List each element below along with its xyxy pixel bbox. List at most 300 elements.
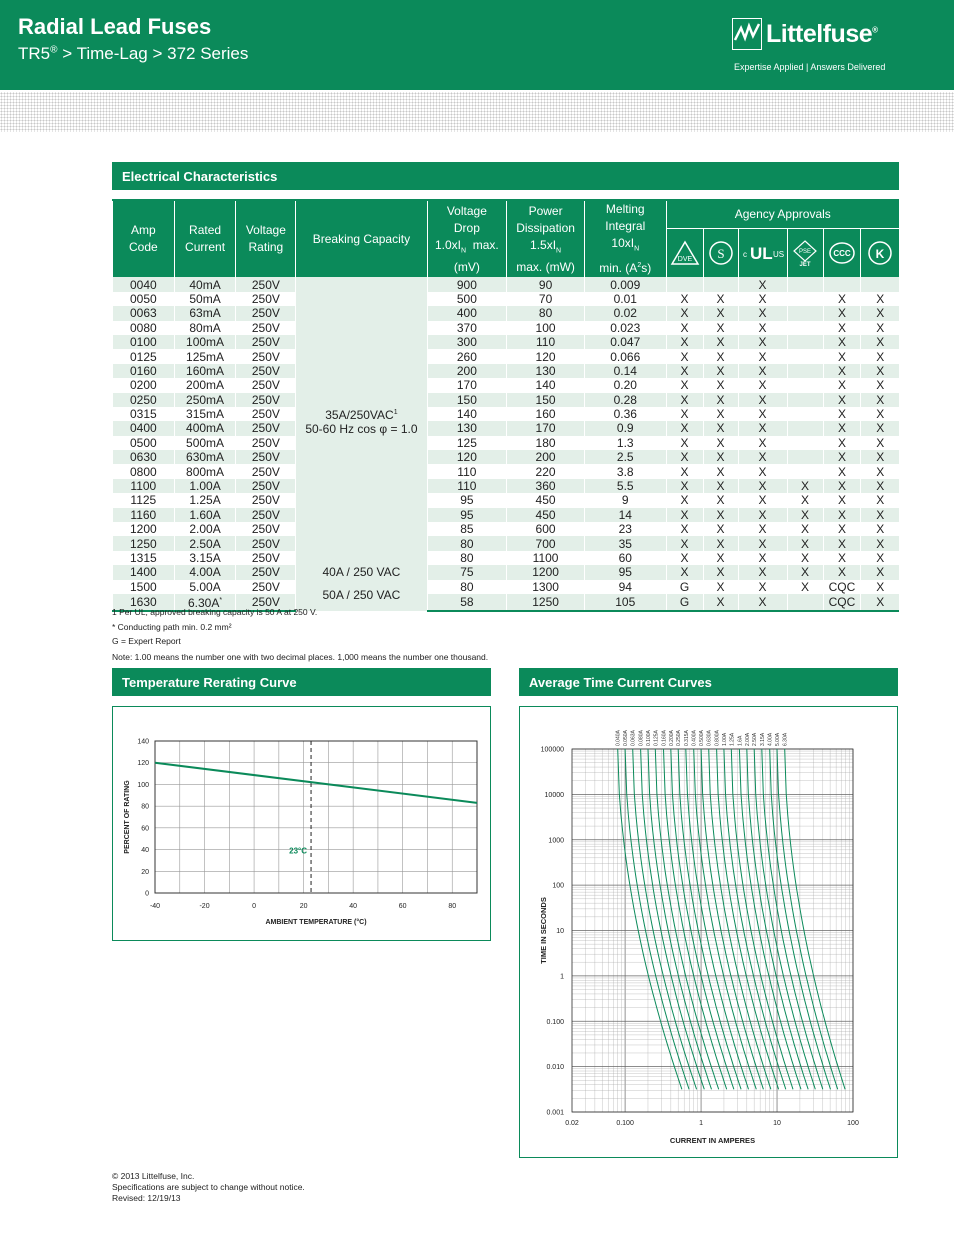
cell-power-dissipation: 70 <box>507 292 585 306</box>
table-row <box>113 321 900 335</box>
svg-text:CCC: CCC <box>833 249 851 259</box>
breaking-capacity-value: 35A/250VAC <box>325 408 394 423</box>
cell-voltage-rating: 250V <box>236 393 296 407</box>
cell-approval-cul-us: X <box>738 580 787 594</box>
cell-rated-current-value: 1.25A <box>189 493 221 508</box>
cell-amp-code: 0160 <box>113 364 175 378</box>
table-row <box>113 335 900 349</box>
cell-power-dissipation: 450 <box>507 508 585 522</box>
cell-approval-semko: X <box>703 565 738 579</box>
cell-amp-code: 0100 <box>113 335 175 349</box>
time-current-title: Average Time Current Curves <box>529 675 712 690</box>
y-tick-label: 0.100 <box>546 1018 564 1026</box>
table-row <box>113 306 900 320</box>
note-ul <box>112 605 488 620</box>
cell-rated-current-value: 5.00A <box>189 579 221 594</box>
cell-approval-pse <box>787 421 823 435</box>
y-tick-label: 0.001 <box>546 1109 564 1117</box>
page-footer <box>112 1171 305 1204</box>
cell-amp-code: 0063 <box>113 306 175 320</box>
cell-rated-current <box>174 393 236 407</box>
cell-voltage-rating: 250V <box>236 421 296 435</box>
hvd-l3b: max. <box>466 237 499 252</box>
cell-rated-current-value: 1.00A <box>189 479 221 494</box>
cell-approval-cul-us: X <box>738 393 787 407</box>
cul-us-icon <box>738 228 787 277</box>
cell-approval-semko: X <box>703 580 738 594</box>
table-notes <box>112 605 488 664</box>
cell-amp-code: 1315 <box>113 551 175 565</box>
hpd-l4: max. (mW) <box>516 259 575 274</box>
cell-approval-kc: X <box>861 479 899 493</box>
hpd-sub: N <box>556 246 562 254</box>
electrical-characteristics-title: Electrical Characteristics <box>122 169 278 184</box>
cell-rated-current <box>174 508 236 522</box>
breaking-capacity-value: 40A / 250 VAC <box>322 565 401 580</box>
cell-voltage-drop: 80 <box>427 580 507 594</box>
cell-approval-kc: X <box>861 393 899 407</box>
cell-melting-integral: 1.3 <box>584 436 666 450</box>
cell-voltage-drop: 200 <box>427 364 507 378</box>
footer-revised: Revised: 12/19/13 <box>112 1193 181 1203</box>
cell-approval-ccc: X <box>823 464 861 478</box>
table-row <box>113 393 900 407</box>
cell-melting-integral: 0.9 <box>584 421 666 435</box>
table-row <box>113 508 900 522</box>
semko-icon <box>703 228 738 277</box>
cell-approval-semko: X <box>703 378 738 392</box>
curve-label: 1.25A <box>729 732 736 746</box>
curve-label: 5.00A <box>775 732 781 746</box>
derating-curve <box>155 763 477 803</box>
svg-text:S: S <box>716 246 725 262</box>
cell-approval-cul-us: X <box>738 407 787 421</box>
cell-rated-current <box>174 565 236 579</box>
cell-approval-semko: X <box>703 493 738 507</box>
cell-approval-semko: X <box>703 551 738 565</box>
cell-power-dissipation: 140 <box>507 378 585 392</box>
table-row <box>113 349 900 363</box>
cell-approval-cul-us: X <box>738 364 787 378</box>
cell-approval-kc: X <box>861 508 899 522</box>
cell-rated-current <box>174 292 236 306</box>
cell-approval-semko: X <box>703 450 738 464</box>
cell-amp-code: 1630 <box>113 594 175 611</box>
cell-approval-pse: X <box>787 522 823 536</box>
hmi-sub: N <box>634 245 640 253</box>
cell-approval-cul-us: X <box>738 306 787 320</box>
cell-rated-current <box>174 551 236 565</box>
cell-approval-ccc: X <box>823 292 861 306</box>
subtitle-reg-mark: ® <box>50 44 58 56</box>
table-row <box>113 464 900 478</box>
cell-approval-semko: X <box>703 436 738 450</box>
x-tick-label: 100 <box>847 1120 859 1127</box>
cell-melting-integral: 0.28 <box>584 393 666 407</box>
cell-power-dissipation: 1200 <box>507 565 585 579</box>
cell-voltage-drop: 75 <box>427 565 507 579</box>
curve-label: 0.063A <box>630 730 637 746</box>
cell-voltage-drop: 500 <box>427 292 507 306</box>
curve-label: 1.00A <box>721 732 728 746</box>
x-tick-label: 60 <box>398 903 407 910</box>
cell-amp-code: 1160 <box>113 508 175 522</box>
cell-rated-current-value: 500mA <box>186 435 225 450</box>
cell-approval-kc: X <box>861 594 899 611</box>
curve-label: 0.500A <box>699 730 706 746</box>
time-current-chart <box>520 707 897 1157</box>
cell-approval-pse <box>787 349 823 363</box>
footer-disclaimer: Specifications are subject to change without notice. <box>112 1182 305 1192</box>
cell-rated-current-value: 1.60A <box>189 507 221 522</box>
cell-voltage-drop: 370 <box>427 321 507 335</box>
y-tick-label: 20 <box>141 868 149 876</box>
curve-line <box>655 749 718 1089</box>
x-tick-label: 0.02 <box>565 1120 579 1127</box>
curve-label: 0.630A <box>706 730 713 746</box>
littelfuse-mark-icon <box>732 18 762 50</box>
cell-approval-semko: X <box>703 421 738 435</box>
cell-approval-vde: X <box>666 536 703 550</box>
cell-power-dissipation: 160 <box>507 407 585 421</box>
cell-rated-current <box>174 536 236 550</box>
svg-text:K: K <box>875 247 885 262</box>
cell-voltage-drop: 300 <box>427 335 507 349</box>
cell-approval-pse <box>787 450 823 464</box>
kc-icon <box>861 228 899 277</box>
cell-approval-semko: X <box>703 536 738 550</box>
cell-voltage-rating: 250V <box>236 493 296 507</box>
electrical-characteristics-bar <box>112 162 899 190</box>
table-row <box>113 551 900 565</box>
cell-amp-code: 0250 <box>113 393 175 407</box>
cell-approval-kc: X <box>861 450 899 464</box>
cell-rated-current <box>174 522 236 536</box>
cell-approval-vde: X <box>666 493 703 507</box>
cell-voltage-rating: 250V <box>236 436 296 450</box>
curve-label: 6.30A <box>782 732 789 746</box>
cell-approval-kc: X <box>861 407 899 421</box>
table-row <box>113 580 900 594</box>
curve-label: 0.800A <box>714 730 721 746</box>
curve-label: 0.315A <box>683 730 690 746</box>
cell-approval-cul-us: X <box>738 378 787 392</box>
brand-tagline: Expertise Applied | Answers Delivered <box>734 62 886 72</box>
cell-power-dissipation: 170 <box>507 421 585 435</box>
cell-power-dissipation: 700 <box>507 536 585 550</box>
header-voltage-rating-l2: Rating <box>248 240 284 255</box>
header-voltage-rating <box>236 200 296 277</box>
cell-approval-semko: X <box>703 349 738 363</box>
cell-voltage-drop: 400 <box>427 306 507 320</box>
cell-approval-pse <box>787 393 823 407</box>
cell-voltage-drop: 110 <box>427 464 507 478</box>
cell-approval-ccc: X <box>823 508 861 522</box>
cell-voltage-drop: 120 <box>427 450 507 464</box>
cell-approval-cul-us: X <box>738 551 787 565</box>
cell-amp-code: 1400 <box>113 565 175 579</box>
svg-text:c: c <box>742 250 747 260</box>
cell-approval-ccc: X <box>823 378 861 392</box>
y-tick-label: 0 <box>145 890 149 898</box>
cell-approval-cul-us: X <box>738 450 787 464</box>
cell-approval-kc: X <box>861 349 899 363</box>
cell-melting-integral: 0.009 <box>584 277 666 291</box>
cell-approval-vde: X <box>666 565 703 579</box>
cell-melting-integral: 94 <box>584 580 666 594</box>
cell-amp-code: 1500 <box>113 580 175 594</box>
cell-voltage-drop: 140 <box>427 407 507 421</box>
curve-label: 3.15A <box>759 732 766 746</box>
cell-approval-ccc: X <box>823 479 861 493</box>
curve-label: 0.080A <box>638 730 645 746</box>
cell-approval-ccc <box>823 277 861 291</box>
cell-power-dissipation: 130 <box>507 364 585 378</box>
cell-approval-semko: X <box>703 321 738 335</box>
subtitle-path: > Time-Lag > 372 Series <box>57 44 249 63</box>
page-subtitle <box>18 44 248 64</box>
cell-approval-vde: X <box>666 306 703 320</box>
cell-amp-code: 1250 <box>113 536 175 550</box>
cell-rated-current-value: 100mA <box>186 335 225 350</box>
cell-approval-ccc: X <box>823 421 861 435</box>
note-decimal <box>112 650 488 665</box>
cell-rated-current <box>174 306 236 320</box>
cell-approval-semko: X <box>703 479 738 493</box>
electrical-characteristics-table <box>112 199 899 612</box>
x-axis-label: CURRENT IN AMPERES <box>669 1136 756 1145</box>
cell-rated-current-value: 4.00A <box>189 565 221 580</box>
hvd-l2: Drop <box>453 220 480 235</box>
footer-copyright: © 2013 Littelfuse, Inc. <box>112 1171 195 1181</box>
cell-rated-current-value: 6.30A <box>188 595 220 610</box>
note-expert-report <box>112 634 488 649</box>
cell-voltage-drop: 130 <box>427 421 507 435</box>
cell-voltage-drop: 260 <box>427 349 507 363</box>
cell-approval-cul-us: X <box>738 565 787 579</box>
hvd-l1: Voltage <box>446 203 487 218</box>
cell-rated-current <box>174 464 236 478</box>
cell-approval-kc: X <box>861 321 899 335</box>
cell-approval-cul-us: X <box>738 421 787 435</box>
cell-approval-ccc: X <box>823 565 861 579</box>
cell-approval-cul-us: X <box>738 508 787 522</box>
cell-approval-pse: X <box>787 551 823 565</box>
cell-rated-current-value: 80mA <box>189 320 221 335</box>
cell-rated-current <box>174 479 236 493</box>
cell-amp-code: 0080 <box>113 321 175 335</box>
y-axis-label: PERCENT OF RATING <box>124 780 131 854</box>
cell-rated-current-value: 125mA <box>186 349 225 364</box>
cell-approval-cul-us: X <box>738 493 787 507</box>
hmi-l4b: s) <box>641 261 652 276</box>
cell-approval-vde: X <box>666 393 703 407</box>
cell-power-dissipation: 600 <box>507 522 585 536</box>
cell-rated-current-value: 2.00A <box>189 522 221 537</box>
cell-approval-vde: X <box>666 522 703 536</box>
cell-approval-semko: X <box>703 522 738 536</box>
curve-label: 0.400A <box>691 730 698 746</box>
cell-approval-pse: X <box>787 493 823 507</box>
table-row <box>113 479 900 493</box>
cell-approval-kc: X <box>861 536 899 550</box>
y-tick-label: 0.010 <box>546 1064 564 1072</box>
cell-amp-code: 0800 <box>113 464 175 478</box>
cell-voltage-drop: 85 <box>427 522 507 536</box>
derating-title: Temperature Rerating Curve <box>122 675 297 690</box>
cell-approval-semko <box>703 277 738 291</box>
breaking-capacity-frequency: 50-60 Hz cos φ = 1.0 <box>305 422 418 437</box>
cell-voltage-rating: 250V <box>236 364 296 378</box>
plot-frame <box>155 741 477 893</box>
cell-melting-integral: 60 <box>584 551 666 565</box>
svg-text:DVE: DVE <box>677 256 692 264</box>
cell-power-dissipation: 200 <box>507 450 585 464</box>
cell-melting-integral: 5.5 <box>584 479 666 493</box>
curve-label: 0.125A <box>653 730 660 746</box>
hmi-l1: Melting <box>605 202 645 216</box>
hvd-sub: N <box>461 246 467 254</box>
note-decimal-text: Note: 1.00 means the number one with two decimal places. 1,000 means the number one thousand. <box>112 651 489 662</box>
cell-melting-integral: 0.01 <box>584 292 666 306</box>
cell-rated-current <box>174 277 236 291</box>
header-power-dissipation <box>507 200 585 277</box>
curve-label: 4.00A <box>767 732 774 746</box>
cell-amp-code: 0040 <box>113 277 175 291</box>
cell-power-dissipation: 360 <box>507 479 585 493</box>
cell-voltage-drop: 170 <box>427 378 507 392</box>
hvd-l3: 1.0xI <box>434 237 461 252</box>
cell-voltage-rating: 250V <box>236 407 296 421</box>
y-tick-label: 1000 <box>548 837 564 845</box>
y-tick-label: 100 <box>137 781 149 789</box>
cell-approval-kc: X <box>861 306 899 320</box>
table-row <box>113 378 900 392</box>
cell-voltage-drop: 80 <box>427 551 507 565</box>
cell-rated-current <box>174 349 236 363</box>
cell-rated-current <box>174 493 236 507</box>
cell-approval-kc <box>861 277 899 291</box>
cell-power-dissipation: 1300 <box>507 580 585 594</box>
cell-approval-vde: X <box>666 436 703 450</box>
cell-approval-ccc: X <box>823 335 861 349</box>
cell-approval-pse: X <box>787 508 823 522</box>
cell-breaking-capacity <box>296 277 427 565</box>
cell-melting-integral: 9 <box>584 493 666 507</box>
header-rated-current-l1: Rated <box>189 223 222 238</box>
brand-text: Littelfuse <box>766 20 873 48</box>
cell-approval-vde: X <box>666 421 703 435</box>
cell-melting-integral: 0.36 <box>584 407 666 421</box>
cell-approval-vde: X <box>666 464 703 478</box>
cell-approval-cul-us: X <box>738 335 787 349</box>
cell-voltage-rating: 250V <box>236 349 296 363</box>
curve-label: 0.160A <box>661 730 668 746</box>
page-header <box>0 0 954 90</box>
hmi-sup: 2 <box>637 262 642 270</box>
cell-melting-integral: 35 <box>584 536 666 550</box>
cell-approval-pse <box>787 594 823 611</box>
cell-approval-semko: X <box>703 292 738 306</box>
cell-approval-pse: X <box>787 580 823 594</box>
x-tick-label: 10 <box>773 1120 781 1127</box>
cell-approval-vde: G <box>666 594 703 611</box>
cell-voltage-drop: 58 <box>427 594 507 611</box>
ccc-icon <box>823 228 861 277</box>
curve-label: 0.100A <box>646 730 652 746</box>
cell-approval-semko: X <box>703 407 738 421</box>
cell-approval-ccc: X <box>823 393 861 407</box>
table-row <box>113 407 900 421</box>
cell-voltage-rating: 250V <box>236 292 296 306</box>
table-row <box>113 565 900 579</box>
cell-approval-vde: X <box>666 321 703 335</box>
y-tick-label: 120 <box>137 760 149 768</box>
cell-approval-pse <box>787 321 823 335</box>
cell-approval-pse: X <box>787 565 823 579</box>
header-rated-current <box>174 200 236 277</box>
table-row <box>113 493 900 507</box>
cell-rated-current-value: 3.15A <box>189 551 221 565</box>
cell-voltage-drop: 110 <box>427 479 507 493</box>
cell-rated-current <box>174 378 236 392</box>
cell-rated-current-sup: * <box>219 596 223 604</box>
hvd-l4: (mV) <box>453 259 480 274</box>
cell-approval-semko: X <box>703 508 738 522</box>
cell-approval-pse: X <box>787 536 823 550</box>
cell-melting-integral: 23 <box>584 522 666 536</box>
curve-label: 0.200A <box>668 730 675 746</box>
cell-rated-current-value: 50mA <box>189 291 221 306</box>
cell-voltage-rating: 250V <box>236 464 296 478</box>
cell-voltage-drop: 900 <box>427 277 507 291</box>
cell-rated-current-value: 2.50A <box>189 536 221 551</box>
cell-voltage-rating: 250V <box>236 277 296 291</box>
cell-rated-current <box>174 335 236 349</box>
cell-approval-ccc: CQC <box>823 580 861 594</box>
header-voltage-rating-l1: Voltage <box>245 223 286 238</box>
cell-approval-pse <box>787 364 823 378</box>
cell-approval-vde: X <box>666 335 703 349</box>
cell-voltage-rating: 250V <box>236 321 296 335</box>
cell-approval-kc: X <box>861 292 899 306</box>
cell-rated-current <box>174 421 236 435</box>
curve-label: 1.6A <box>737 735 744 746</box>
cell-voltage-drop: 80 <box>427 536 507 550</box>
cell-approval-cul-us: X <box>738 536 787 550</box>
cell-approval-pse: X <box>787 479 823 493</box>
cell-voltage-rating: 250V <box>236 580 296 594</box>
cell-voltage-rating: 250V <box>236 306 296 320</box>
cell-power-dissipation: 150 <box>507 393 585 407</box>
y-tick-label: 140 <box>137 738 149 746</box>
cell-approval-vde: X <box>666 551 703 565</box>
table-row <box>113 277 900 291</box>
cell-rated-current-value: 250mA <box>186 392 225 407</box>
cell-melting-integral: 105 <box>584 594 666 611</box>
cell-melting-integral: 0.20 <box>584 378 666 392</box>
cell-rated-current <box>174 450 236 464</box>
hmi-l2: Integral <box>605 219 646 233</box>
cell-approval-vde: G <box>666 580 703 594</box>
header-amp-code <box>113 200 175 277</box>
cell-approval-kc: X <box>861 464 899 478</box>
cell-approval-ccc: X <box>823 364 861 378</box>
cell-amp-code: 0125 <box>113 349 175 363</box>
y-tick-label: 10000 <box>544 791 564 799</box>
cell-approval-cul-us: X <box>738 522 787 536</box>
derating-bar <box>112 668 491 696</box>
